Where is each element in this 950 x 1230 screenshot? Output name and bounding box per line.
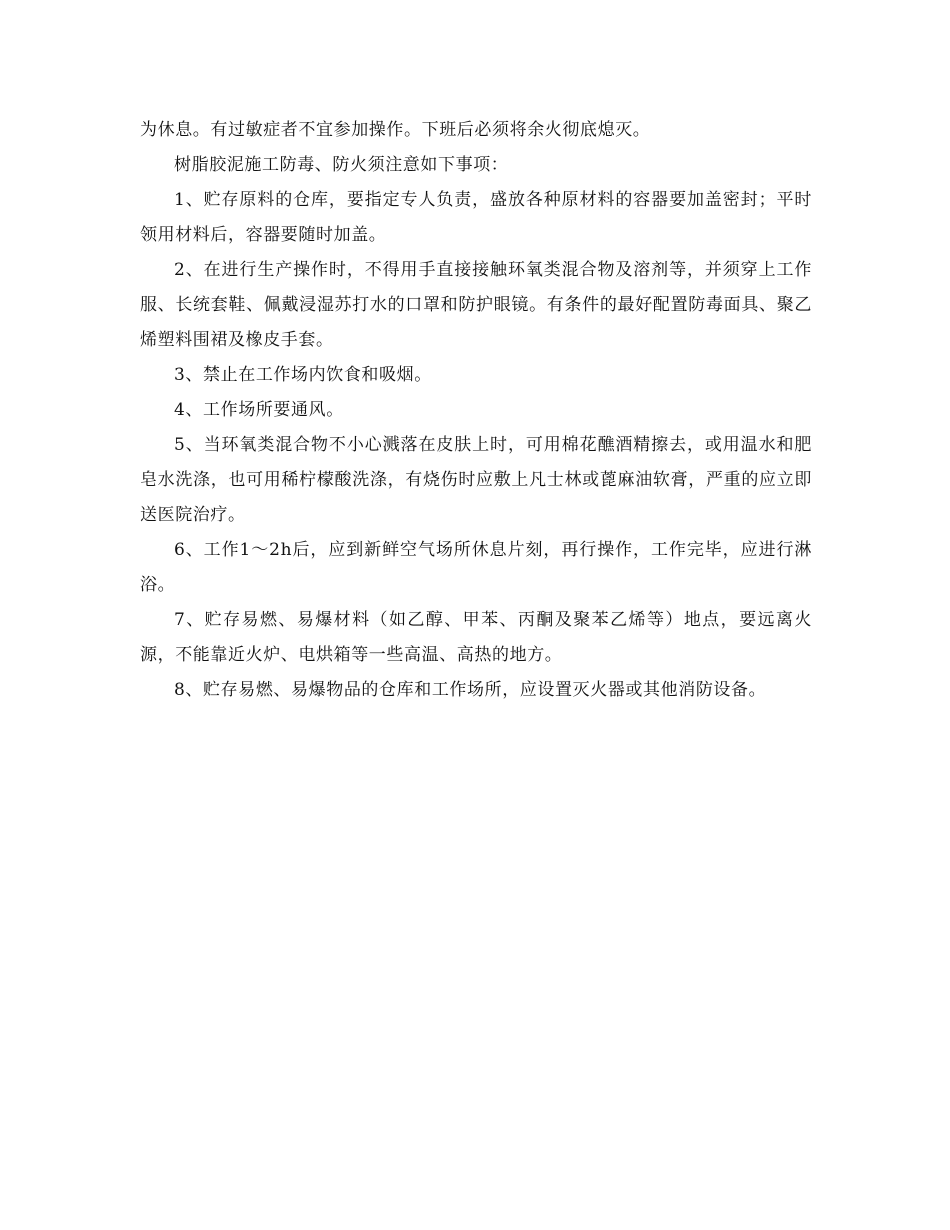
paragraph-item-6: 6、工作1～2h后，应到新鲜空气场所休息片刻，再行操作，工作完毕，应进行淋浴。 — [140, 540, 812, 595]
paragraph-item-3: 3、禁止在工作场内饮食和吸烟。 — [174, 365, 432, 385]
paragraph-item-5: 5、当环氧类混合物不小心溅落在皮肤上时，可用棉花醮酒精擦去，或用温水和肥皂水洗涤，也可用稀柠檬酸洗涤，有烧伤时应敷上凡士林或蓖麻油软膏，严重的应立即送医院治疗。 — [140, 435, 812, 525]
paragraph-item-1: 1、贮存原料的仓库，要指定专人负责，盛放各种原材料的容器要加盖密封；平时领用材料后，容器要随时加盖。 — [140, 190, 812, 245]
paragraph-item-4: 4、工作场所要通风。 — [174, 400, 344, 420]
paragraph-item-7: 7、贮存易燃、易爆材料（如乙醇、甲苯、丙酮及聚苯乙烯等）地点，要远离火源，不能靠近火炉、电烘箱等一些高温、高热的地方。 — [140, 610, 812, 665]
paragraph-heading: 树脂胶泥施工防毒、防火须注意如下事项： — [174, 155, 509, 175]
paragraph-item-2: 2、在进行生产操作时，不得用手直接接触环氧类混合物及溶剂等，并须穿上工作服、长统套鞋、佩戴浸湿苏打水的口罩和防护眼镜。有条件的最好配置防毒面具、聚乙烯塑料围裙及橡皮手套。 — [140, 260, 812, 350]
document-body — [140, 113, 812, 708]
paragraph-item-8: 8、贮存易燃、易爆物品的仓库和工作场所，应设置灭火器或其他消防设备。 — [174, 680, 767, 700]
paragraph-continuation: 为休息。有过敏症者不宜参加操作。下班后必须将余火彻底熄灭。 — [140, 120, 651, 140]
